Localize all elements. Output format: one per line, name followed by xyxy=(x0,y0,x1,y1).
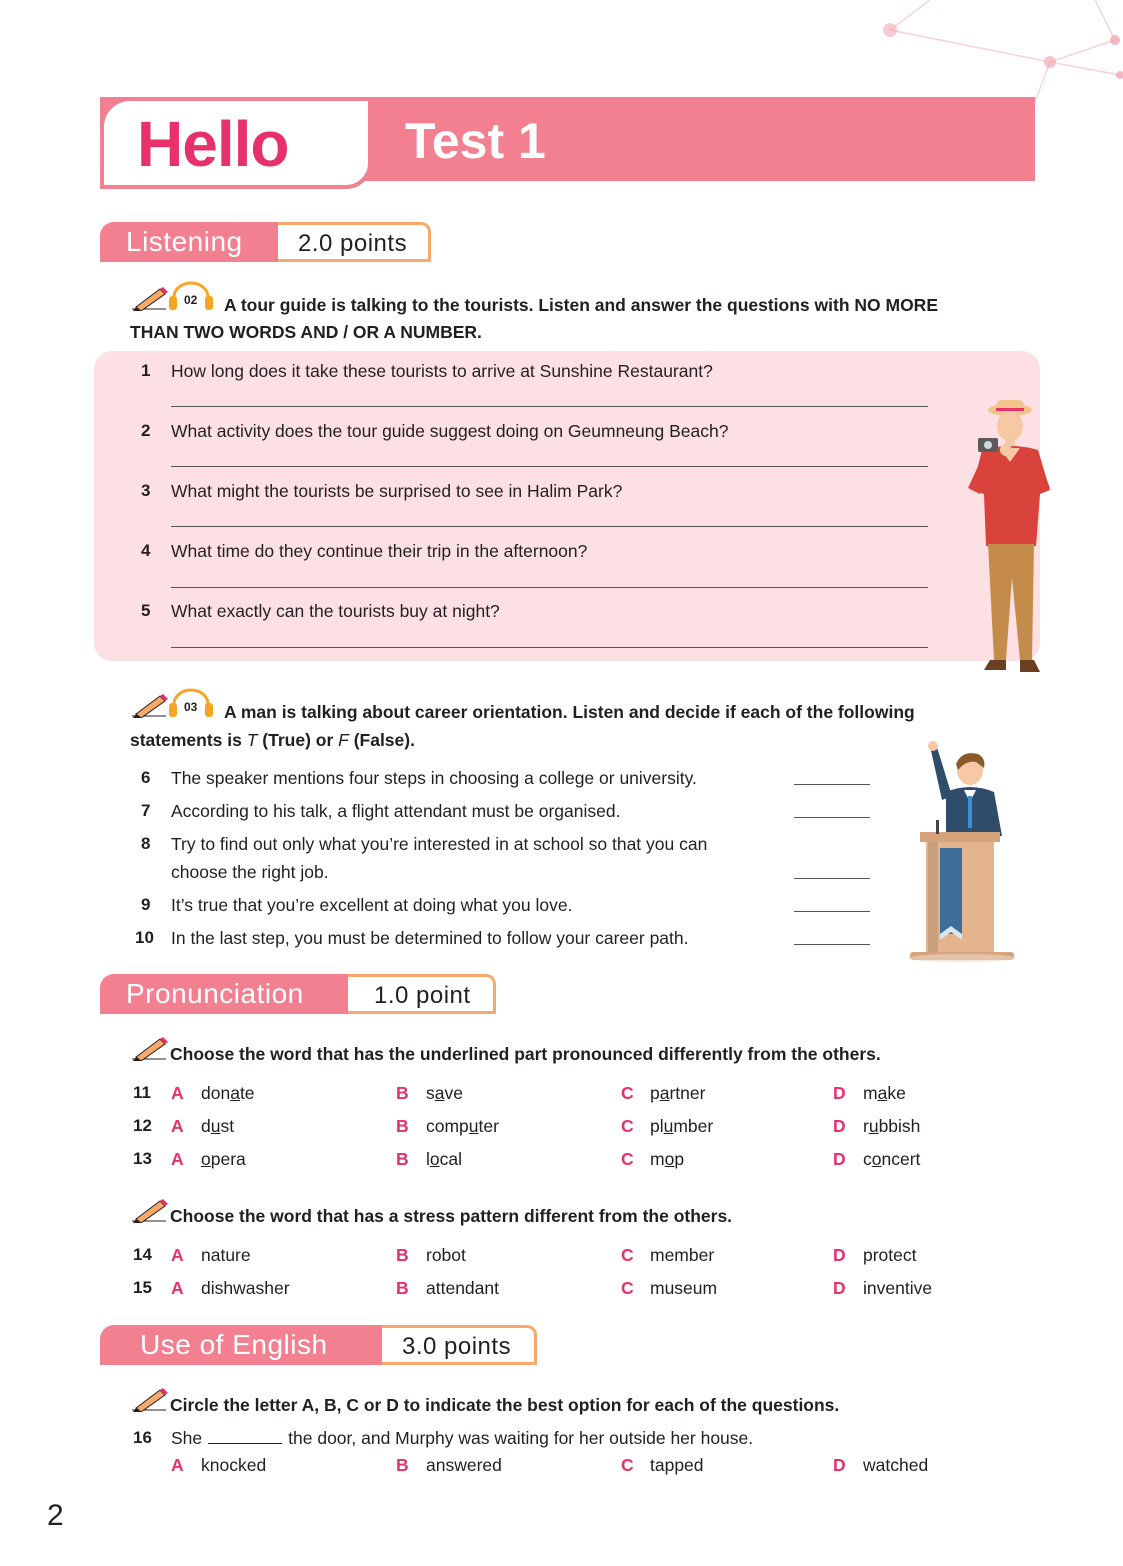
option-letter[interactable]: C xyxy=(621,1083,634,1103)
question-number: 13 xyxy=(133,1149,152,1168)
option-word[interactable]: local xyxy=(426,1149,462,1169)
statement-number: 7 xyxy=(141,801,151,820)
gap-blank[interactable] xyxy=(208,1429,282,1444)
option-letter[interactable]: B xyxy=(396,1455,409,1475)
option-letter[interactable]: C xyxy=(621,1455,634,1475)
option-word[interactable]: plumber xyxy=(650,1116,714,1136)
statement-number: 10 xyxy=(135,928,154,947)
option-letter[interactable]: A xyxy=(171,1149,184,1169)
question-number: 11 xyxy=(133,1083,151,1102)
option-word[interactable]: dust xyxy=(201,1116,235,1136)
option-letter[interactable]: A xyxy=(171,1245,184,1265)
page-number: 2 xyxy=(47,1499,64,1532)
option-word[interactable]: attendant xyxy=(426,1278,499,1298)
answer-line[interactable] xyxy=(171,466,928,467)
option-letter[interactable]: C xyxy=(621,1116,634,1136)
instruction-line: Choose the word that has a stress pattern different from the others. xyxy=(170,1206,733,1226)
hello-title: Hello xyxy=(137,108,289,180)
statement-number: 8 xyxy=(141,834,151,853)
pencil-icon xyxy=(130,692,168,718)
question-number: 14 xyxy=(133,1245,152,1264)
answer-line[interactable] xyxy=(171,647,928,648)
instruction-line: Choose the word that has the underlined part pronounced differently from the others. xyxy=(170,1044,881,1064)
option-word[interactable]: watched xyxy=(863,1455,929,1475)
section-points: 1.0 point xyxy=(374,982,471,1009)
statement-text: Try to find out only what you’re interested in at school so that you can xyxy=(171,834,708,854)
section-points: 2.0 points xyxy=(298,230,408,257)
statement-text: It’s true that you’re excellent at doing what you love. xyxy=(171,895,573,915)
statement-text: In the last step, you must be determined to follow your career path. xyxy=(171,928,689,948)
option-word[interactable]: knocked xyxy=(201,1455,267,1475)
speaker-illustration xyxy=(906,740,1020,962)
instruction-line: Circle the letter A, B, C or D to indicate the best option for each of the questions. xyxy=(170,1395,840,1415)
option-letter[interactable]: A xyxy=(171,1455,184,1475)
section-title: Pronunciation xyxy=(126,978,304,1009)
question-number: 15 xyxy=(133,1278,152,1297)
option-letter[interactable]: D xyxy=(833,1245,846,1265)
answer-blank[interactable] xyxy=(794,817,870,818)
section-title: Listening xyxy=(126,226,243,257)
option-letter[interactable]: A xyxy=(171,1083,184,1103)
section-title: Use of English xyxy=(140,1329,328,1360)
option-letter[interactable]: D xyxy=(833,1149,846,1169)
option-word[interactable]: inventive xyxy=(863,1278,933,1298)
track-number: 03 xyxy=(184,700,198,714)
answer-blank[interactable] xyxy=(794,911,870,912)
option-letter[interactable]: B xyxy=(396,1116,409,1136)
answer-blank[interactable] xyxy=(794,878,870,879)
option-word[interactable]: mop xyxy=(650,1149,685,1169)
section-points: 3.0 points xyxy=(402,1333,512,1360)
option-letter[interactable]: D xyxy=(833,1278,846,1298)
pencil-icon xyxy=(130,285,168,311)
question-text: What activity does the tour guide suggest doing on Geumneung Beach? xyxy=(171,421,729,441)
option-word[interactable]: nature xyxy=(201,1245,251,1265)
question-number: 1 xyxy=(141,361,151,380)
question-number: 4 xyxy=(141,541,151,560)
option-word[interactable]: answered xyxy=(426,1455,502,1475)
option-letter[interactable]: B xyxy=(396,1083,409,1103)
answer-blank[interactable] xyxy=(794,944,870,945)
option-letter[interactable]: B xyxy=(396,1245,409,1265)
option-word[interactable]: robot xyxy=(426,1245,466,1265)
statement-text: According to his talk, a flight attendant must be organised. xyxy=(171,801,621,821)
option-letter[interactable]: C xyxy=(621,1245,634,1265)
answer-line[interactable] xyxy=(171,406,928,407)
statement-number: 6 xyxy=(141,768,151,787)
option-word[interactable]: save xyxy=(426,1083,463,1103)
option-letter[interactable]: C xyxy=(621,1149,634,1169)
test-title: Test 1 xyxy=(405,113,546,169)
question-number: 16 xyxy=(133,1428,152,1447)
question-number: 2 xyxy=(141,421,151,440)
answer-line[interactable] xyxy=(171,587,928,588)
option-word[interactable]: rubbish xyxy=(863,1116,921,1136)
track-number: 02 xyxy=(184,293,198,307)
instruction-line: A tour guide is talking to the tourists. Listen and answer the questions with NO MORE xyxy=(224,295,938,315)
statement-text: choose the right job. xyxy=(171,862,329,882)
question-text: How long does it take these tourists to arrive at Sunshine Restaurant? xyxy=(171,361,713,381)
option-word[interactable]: donate xyxy=(201,1083,255,1103)
tourist-illustration xyxy=(960,398,1056,680)
option-letter[interactable]: C xyxy=(621,1278,634,1298)
question-text: She the door, and Murphy was waiting for her outside her house. xyxy=(171,1428,754,1448)
option-word[interactable]: computer xyxy=(426,1116,499,1136)
question-text: What exactly can the tourists buy at night? xyxy=(171,601,500,621)
question-number: 3 xyxy=(141,481,151,500)
option-word[interactable]: tapped xyxy=(650,1455,704,1475)
question-number: 5 xyxy=(141,601,151,620)
instruction-line: THAN TWO WORDS AND / OR A NUMBER. xyxy=(130,322,482,342)
instruction-line: A man is talking about career orientation. Listen and decide if each of the following xyxy=(224,702,915,722)
option-word[interactable]: protect xyxy=(863,1245,917,1265)
option-word[interactable]: dishwasher xyxy=(201,1278,290,1298)
option-letter[interactable]: D xyxy=(833,1455,846,1475)
statement-text: The speaker mentions four steps in choosing a college or university. xyxy=(171,768,697,788)
pencil-icon xyxy=(130,1197,168,1223)
pencil-icon xyxy=(130,1386,168,1412)
option-letter[interactable]: D xyxy=(833,1116,846,1136)
option-letter[interactable]: A xyxy=(171,1116,184,1136)
option-word[interactable]: partner xyxy=(650,1083,706,1103)
statement-number: 9 xyxy=(141,895,151,914)
question-number: 12 xyxy=(133,1116,152,1135)
question-text: What might the tourists be surprised to see in Halim Park? xyxy=(171,481,623,501)
option-word[interactable]: opera xyxy=(201,1149,246,1169)
option-word[interactable]: make xyxy=(863,1083,906,1103)
option-word[interactable]: museum xyxy=(650,1278,718,1298)
option-letter[interactable]: A xyxy=(171,1278,184,1298)
option-word[interactable]: member xyxy=(650,1245,715,1265)
pencil-icon xyxy=(130,1035,168,1061)
answer-line[interactable] xyxy=(171,526,928,527)
option-letter[interactable]: B xyxy=(396,1278,409,1298)
instruction-line: statements is T (True) or F (False). xyxy=(130,730,415,750)
question-text: What time do they continue their trip in the afternoon? xyxy=(171,541,588,561)
answer-blank[interactable] xyxy=(794,784,870,785)
option-letter[interactable]: B xyxy=(396,1149,409,1169)
option-word[interactable]: concert xyxy=(863,1149,921,1169)
option-letter[interactable]: D xyxy=(833,1083,846,1103)
